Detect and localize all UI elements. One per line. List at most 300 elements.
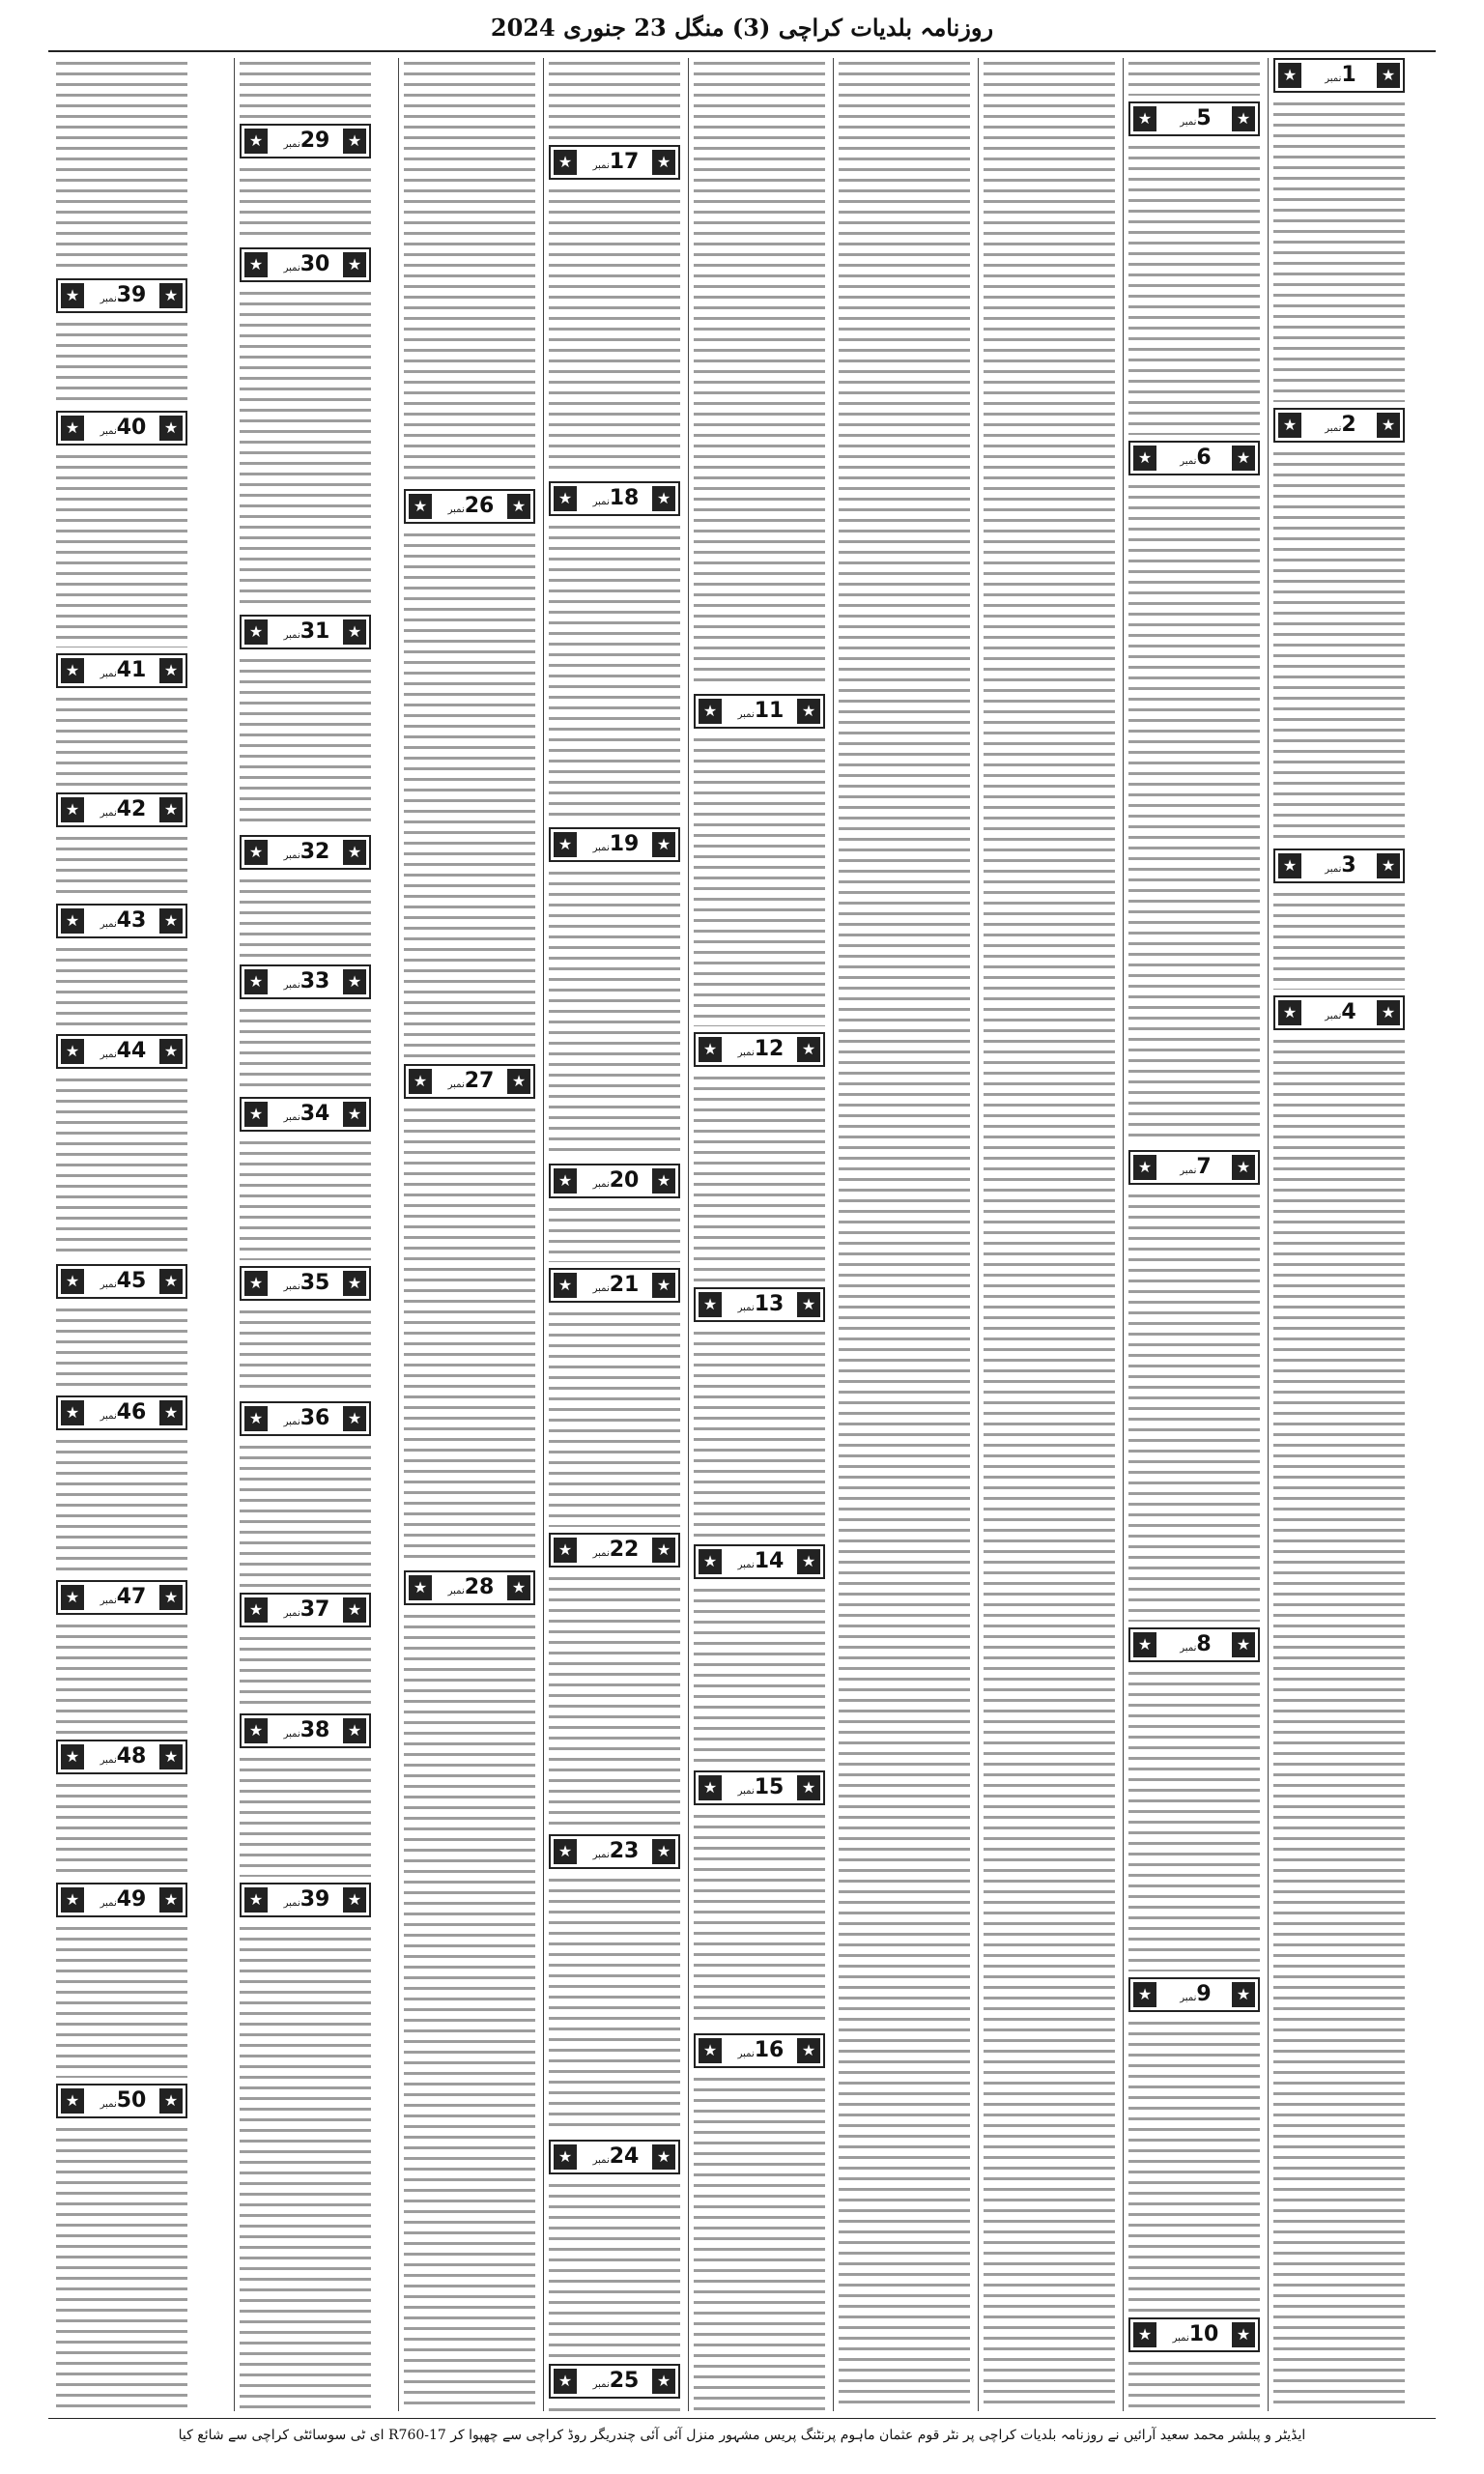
- star-icon: ★: [244, 619, 268, 645]
- section-number-box: [1273, 58, 1405, 93]
- star-icon: ★: [343, 1102, 366, 1127]
- star-icon: ★: [244, 252, 268, 277]
- section-number-box: [1273, 849, 1405, 883]
- section-number-word: نمبر: [592, 843, 610, 853]
- article-text: [56, 1305, 187, 1390]
- section-number-box: [549, 827, 680, 862]
- section-number-box: [549, 1268, 680, 1303]
- section-number-word: نمبر: [100, 808, 117, 819]
- star-icon: ★: [1133, 446, 1156, 471]
- star-icon: ★: [244, 129, 268, 154]
- section-number-value: 25: [609, 2369, 640, 2393]
- section-number-box: [56, 411, 187, 446]
- section-number-box: [1128, 2317, 1260, 2352]
- star-icon: ★: [244, 1887, 268, 1913]
- section-number-value: 15: [754, 1775, 785, 1799]
- section-number-box: [240, 964, 371, 999]
- star-icon: ★: [159, 1585, 183, 1610]
- star-icon: ★: [61, 1039, 84, 1064]
- section-number-label: [725, 1546, 794, 1577]
- star-icon: ★: [1133, 1982, 1156, 2007]
- star-icon: ★: [159, 1269, 183, 1294]
- section-number-label: [725, 696, 794, 727]
- column-divider: [398, 58, 399, 2411]
- section-number-box: [694, 2033, 825, 2068]
- star-icon: ★: [343, 1887, 366, 1913]
- section-number-value: 4: [1341, 1000, 1356, 1024]
- section-number-box: [694, 1287, 825, 1322]
- article-text: [240, 1137, 371, 1260]
- section-number-value: 3: [1341, 853, 1356, 877]
- article-column: [240, 58, 375, 2411]
- section-number-value: 6: [1196, 446, 1212, 470]
- star-icon: ★: [159, 283, 183, 308]
- article-text: [1273, 889, 1405, 990]
- article-column: [404, 58, 539, 2411]
- header-rule: [48, 50, 1436, 52]
- section-number-box: [1273, 995, 1405, 1030]
- star-icon: ★: [699, 1292, 722, 1317]
- star-icon: ★: [652, 150, 675, 175]
- article-text: [56, 694, 187, 787]
- section-number-box: [694, 1544, 825, 1579]
- star-icon: ★: [1377, 63, 1400, 88]
- section-number-label: [271, 1268, 340, 1299]
- section-number-value: 45: [116, 1269, 147, 1293]
- section-number-word: نمبر: [100, 1755, 117, 1766]
- section-number-value: 34: [300, 1102, 330, 1126]
- section-number-word: نمبر: [1325, 423, 1342, 434]
- star-icon: ★: [1278, 1000, 1301, 1025]
- section-number-value: 27: [464, 1069, 495, 1093]
- section-number-label: [87, 1884, 157, 1915]
- star-icon: ★: [1377, 853, 1400, 878]
- star-icon: ★: [1232, 2322, 1255, 2347]
- section-number-value: 10: [1188, 2322, 1219, 2346]
- star-icon: ★: [1278, 63, 1301, 88]
- star-icon: ★: [409, 1069, 432, 1094]
- section-number-value: 31: [300, 619, 330, 644]
- section-number-box: [404, 489, 535, 524]
- section-number-label: [1159, 443, 1229, 474]
- section-number-box: [240, 835, 371, 870]
- section-number-box: [240, 1266, 371, 1301]
- section-number-box: [549, 481, 680, 516]
- section-number-word: نمبر: [1325, 1011, 1342, 1021]
- star-icon: ★: [409, 1575, 432, 1600]
- star-icon: ★: [554, 1168, 577, 1194]
- section-number-label: [87, 1582, 157, 1613]
- section-number-label: [580, 1270, 649, 1301]
- article-text: [694, 2074, 825, 2411]
- star-icon: ★: [652, 1839, 675, 1864]
- section-number-value: 29: [300, 129, 330, 153]
- section-number-value: 8: [1196, 1632, 1212, 1656]
- article-text: [404, 1105, 535, 1565]
- article-text: [240, 58, 371, 118]
- section-number-box: [240, 1593, 371, 1627]
- article-text: [549, 58, 680, 139]
- section-number-label: [725, 2035, 794, 2066]
- star-icon: ★: [554, 2369, 577, 2394]
- star-icon: ★: [699, 699, 722, 724]
- section-number-label: [87, 1397, 157, 1428]
- article-text: [549, 868, 680, 1158]
- section-number-box: [549, 1533, 680, 1568]
- star-icon: ★: [343, 1271, 366, 1296]
- section-number-word: نمبر: [100, 294, 117, 304]
- section-number-word: نمبر: [283, 630, 300, 641]
- section-number-word: نمبر: [100, 1596, 117, 1606]
- section-number-box: [56, 1580, 187, 1615]
- star-icon: ★: [61, 416, 84, 441]
- article-text: [1273, 99, 1405, 402]
- section-number-value: 46: [116, 1400, 147, 1424]
- section-number-word: نمبر: [1325, 864, 1342, 875]
- article-text: [240, 1633, 371, 1708]
- article-column: [694, 58, 829, 2411]
- section-number-box: [694, 1032, 825, 1067]
- section-number-box: [56, 1883, 187, 1917]
- section-number-word: نمبر: [592, 2379, 610, 2390]
- section-number-box: [56, 1740, 187, 1774]
- article-text: [240, 1923, 371, 2411]
- section-number-value: 9: [1196, 1982, 1212, 2006]
- section-number-value: 35: [300, 1271, 330, 1295]
- column-divider: [978, 58, 979, 2411]
- star-icon: ★: [507, 494, 530, 519]
- star-icon: ★: [652, 2369, 675, 2394]
- section-number-box: [549, 145, 680, 180]
- star-icon: ★: [61, 1585, 84, 1610]
- section-number-word: نمبر: [592, 497, 610, 507]
- article-text: [1128, 2018, 1260, 2312]
- imprint-line: ایڈیٹر و پبلشر محمد سعید آرائیں نے روزنامہ بلدیات کراچی پر نٹر قوم عثمان ماہوم پرنٹنگ پریس مشہور منزل آئی آئی چندریگر روڈ کراچی سے چھپوا کر R760-17 ای ٹی سوسائٹی کراچی سے شائع کیا: [178, 2428, 1306, 2443]
- section-number-label: [87, 794, 157, 825]
- star-icon: ★: [1278, 853, 1301, 878]
- section-number-box: [240, 1883, 371, 1917]
- section-number-value: 48: [116, 1744, 147, 1769]
- section-number-box: [56, 653, 187, 688]
- section-number-word: نمبر: [447, 1586, 465, 1597]
- section-number-box: [240, 124, 371, 158]
- star-icon: ★: [699, 1549, 722, 1574]
- column-divider: [1123, 58, 1124, 2411]
- star-icon: ★: [554, 832, 577, 857]
- article-text: [56, 451, 187, 647]
- column-divider: [543, 58, 544, 2411]
- star-icon: ★: [1133, 106, 1156, 131]
- section-number-value: 20: [609, 1168, 640, 1193]
- section-number-word: نمبر: [100, 1898, 117, 1909]
- section-number-label: [271, 966, 340, 997]
- section-number-word: نمبر: [592, 160, 610, 171]
- section-number-value: 42: [116, 797, 147, 821]
- article-text: [404, 1611, 535, 2411]
- section-number-box: [240, 1401, 371, 1436]
- section-number-word: نمبر: [283, 1898, 300, 1909]
- star-icon: ★: [61, 2088, 84, 2114]
- section-number-value: 49: [116, 1887, 147, 1912]
- article-text: [1128, 1191, 1260, 1622]
- star-icon: ★: [244, 840, 268, 865]
- star-icon: ★: [61, 797, 84, 822]
- star-icon: ★: [652, 1168, 675, 1194]
- section-number-value: 5: [1196, 106, 1212, 130]
- section-number-box: [56, 1034, 187, 1069]
- star-icon: ★: [1377, 1000, 1400, 1025]
- section-number-label: [435, 1066, 504, 1097]
- section-number-label: [271, 1715, 340, 1746]
- section-number-word: نمبر: [1180, 1165, 1197, 1176]
- section-number-box: [549, 1834, 680, 1869]
- star-icon: ★: [61, 283, 84, 308]
- section-number-word: نمبر: [447, 504, 465, 515]
- section-number-value: 38: [300, 1718, 330, 1742]
- section-number-value: 44: [116, 1039, 147, 1063]
- section-number-label: [87, 655, 157, 686]
- section-number-value: 40: [116, 416, 147, 440]
- article-text: [56, 1436, 187, 1574]
- article-column: [549, 58, 684, 2411]
- star-icon: ★: [244, 1718, 268, 1743]
- section-number-label: [87, 906, 157, 936]
- article-text: [1128, 142, 1260, 435]
- section-number-word: نمبر: [1172, 2333, 1189, 2344]
- section-number-word: نمبر: [737, 709, 755, 720]
- section-number-box: [240, 247, 371, 282]
- section-number-word: نمبر: [592, 2155, 610, 2166]
- article-text: [549, 1204, 680, 1262]
- section-number-label: [271, 617, 340, 647]
- star-icon: ★: [652, 1273, 675, 1298]
- section-number-label: [87, 1036, 157, 1067]
- section-number-label: [580, 829, 649, 860]
- section-number-word: نمبر: [737, 1303, 755, 1313]
- section-number-word: نمبر: [283, 1417, 300, 1427]
- star-icon: ★: [159, 1400, 183, 1425]
- star-icon: ★: [699, 1037, 722, 1062]
- article-text: [694, 1073, 825, 1281]
- section-number-value: 7: [1196, 1155, 1212, 1179]
- star-icon: ★: [244, 1406, 268, 1431]
- column-divider: [1268, 58, 1269, 2411]
- star-icon: ★: [554, 1273, 577, 1298]
- star-icon: ★: [1133, 1155, 1156, 1180]
- section-number-label: [271, 249, 340, 280]
- star-icon: ★: [244, 1102, 268, 1127]
- star-icon: ★: [244, 969, 268, 994]
- article-text: [56, 944, 187, 1028]
- star-icon: ★: [61, 658, 84, 683]
- star-icon: ★: [652, 1538, 675, 1563]
- section-number-value: 11: [754, 699, 785, 723]
- star-icon: ★: [507, 1069, 530, 1094]
- article-text: [240, 288, 371, 609]
- section-number-word: نمبر: [592, 1283, 610, 1294]
- article-column: [1128, 58, 1264, 2411]
- article-text: [549, 186, 680, 475]
- column-divider: [234, 58, 235, 2411]
- section-number-value: 39: [300, 1887, 330, 1912]
- section-number-value: 32: [300, 840, 330, 864]
- star-icon: ★: [1133, 1632, 1156, 1657]
- star-icon: ★: [159, 908, 183, 934]
- article-column: [1273, 58, 1409, 2411]
- section-number-value: 23: [609, 1839, 640, 1863]
- section-number-box: [56, 2084, 187, 2118]
- section-number-value: 22: [609, 1538, 640, 1562]
- star-icon: ★: [699, 2038, 722, 2063]
- star-icon: ★: [652, 2144, 675, 2170]
- section-number-label: [580, 1535, 649, 1566]
- section-number-box: [1128, 1150, 1260, 1185]
- newspaper-masthead: روزنامہ بلدیات کراچی (3) منگل 23 جنوری 2024: [490, 14, 994, 42]
- star-icon: ★: [1232, 1982, 1255, 2007]
- article-text: [1273, 1036, 1405, 2411]
- star-icon: ★: [797, 1775, 820, 1800]
- section-number-box: [240, 1097, 371, 1132]
- section-number-word: نمبر: [283, 139, 300, 150]
- section-number-box: [694, 1770, 825, 1805]
- article-text: [984, 58, 1115, 2411]
- section-number-label: [1159, 1152, 1229, 1183]
- star-icon: ★: [343, 1406, 366, 1431]
- section-number-word: نمبر: [737, 1786, 755, 1797]
- section-number-word: نمبر: [737, 1560, 755, 1570]
- section-number-word: نمبر: [283, 980, 300, 991]
- section-number-value: 16: [754, 2038, 785, 2062]
- star-icon: ★: [1278, 413, 1301, 438]
- section-number-value: 1: [1341, 63, 1356, 87]
- section-number-box: [549, 1164, 680, 1198]
- article-text: [694, 734, 825, 1026]
- section-number-label: [1159, 1979, 1229, 2010]
- star-icon: ★: [1232, 106, 1255, 131]
- star-icon: ★: [652, 832, 675, 857]
- star-icon: ★: [343, 1597, 366, 1623]
- section-number-word: نمبر: [447, 1079, 465, 1090]
- section-number-value: 17: [609, 150, 640, 174]
- section-number-label: [580, 2142, 649, 2172]
- section-number-box: [1128, 101, 1260, 136]
- section-number-label: [580, 2366, 649, 2397]
- section-number-label: [435, 491, 504, 522]
- article-text: [1128, 58, 1260, 96]
- article-text: [1128, 481, 1260, 1144]
- section-number-label: [87, 1741, 157, 1772]
- section-number-word: نمبر: [737, 1048, 755, 1058]
- section-number-value: 30: [300, 252, 330, 276]
- star-icon: ★: [1133, 2322, 1156, 2347]
- star-icon: ★: [554, 486, 577, 511]
- section-number-label: [725, 1034, 794, 1065]
- article-text: [240, 164, 371, 242]
- section-number-value: 13: [754, 1292, 785, 1316]
- star-icon: ★: [343, 840, 366, 865]
- section-number-label: [87, 280, 157, 311]
- article-text: [240, 1307, 371, 1395]
- star-icon: ★: [1232, 1155, 1255, 1180]
- section-number-label: [580, 1165, 649, 1196]
- star-icon: ★: [1377, 413, 1400, 438]
- section-number-box: [240, 615, 371, 649]
- star-icon: ★: [507, 1575, 530, 1600]
- star-icon: ★: [343, 969, 366, 994]
- article-text: [56, 1621, 187, 1734]
- section-number-word: نمبر: [100, 1411, 117, 1422]
- star-icon: ★: [159, 658, 183, 683]
- section-number-value: 39: [116, 283, 147, 307]
- section-number-label: [87, 413, 157, 444]
- article-text: [549, 522, 680, 821]
- section-number-value: 26: [464, 494, 495, 518]
- article-column: [984, 58, 1119, 2411]
- section-number-box: [1273, 408, 1405, 443]
- section-number-value: 43: [116, 908, 147, 933]
- section-number-box: [404, 1570, 535, 1605]
- article-text: [56, 833, 187, 898]
- section-number-word: نمبر: [1180, 1643, 1197, 1654]
- star-icon: ★: [159, 797, 183, 822]
- article-text: [404, 530, 535, 1058]
- section-number-value: 12: [754, 1037, 785, 1061]
- star-icon: ★: [343, 1718, 366, 1743]
- star-icon: ★: [159, 1887, 183, 1913]
- section-number-word: نمبر: [100, 2099, 117, 2110]
- article-text: [549, 2404, 680, 2411]
- section-number-value: 47: [116, 1585, 147, 1609]
- article-text: [56, 1075, 187, 1258]
- star-icon: ★: [159, 416, 183, 441]
- article-column: [839, 58, 974, 2411]
- section-number-box: [1128, 441, 1260, 475]
- star-icon: ★: [554, 1538, 577, 1563]
- star-icon: ★: [409, 494, 432, 519]
- section-number-label: [725, 1772, 794, 1803]
- article-text: [240, 1754, 371, 1877]
- star-icon: ★: [699, 1775, 722, 1800]
- star-icon: ★: [61, 1400, 84, 1425]
- article-text: [549, 1573, 680, 1828]
- section-number-value: 28: [464, 1575, 495, 1599]
- article-text: [240, 1005, 371, 1091]
- star-icon: ★: [61, 908, 84, 934]
- section-number-word: نمبر: [1180, 117, 1197, 128]
- section-number-value: 14: [754, 1549, 785, 1573]
- section-number-box: [1128, 1627, 1260, 1662]
- section-number-box: [56, 1264, 187, 1299]
- star-icon: ★: [797, 1292, 820, 1317]
- section-number-word: نمبر: [283, 263, 300, 273]
- section-number-label: [725, 1289, 794, 1320]
- section-number-word: نمبر: [100, 919, 117, 930]
- section-number-box: [240, 1713, 371, 1748]
- section-number-label: [1304, 997, 1374, 1028]
- section-number-word: نمبر: [100, 1050, 117, 1060]
- article-text: [56, 58, 187, 273]
- star-icon: ★: [61, 1269, 84, 1294]
- section-number-value: 36: [300, 1406, 330, 1430]
- star-icon: ★: [343, 619, 366, 645]
- section-number-label: [1159, 103, 1229, 134]
- article-text: [1273, 448, 1405, 843]
- section-number-label: [87, 2086, 157, 2116]
- star-icon: ★: [159, 1744, 183, 1769]
- star-icon: ★: [652, 486, 675, 511]
- section-number-word: نمبر: [592, 1179, 610, 1190]
- section-number-word: نمبر: [1180, 1993, 1197, 2003]
